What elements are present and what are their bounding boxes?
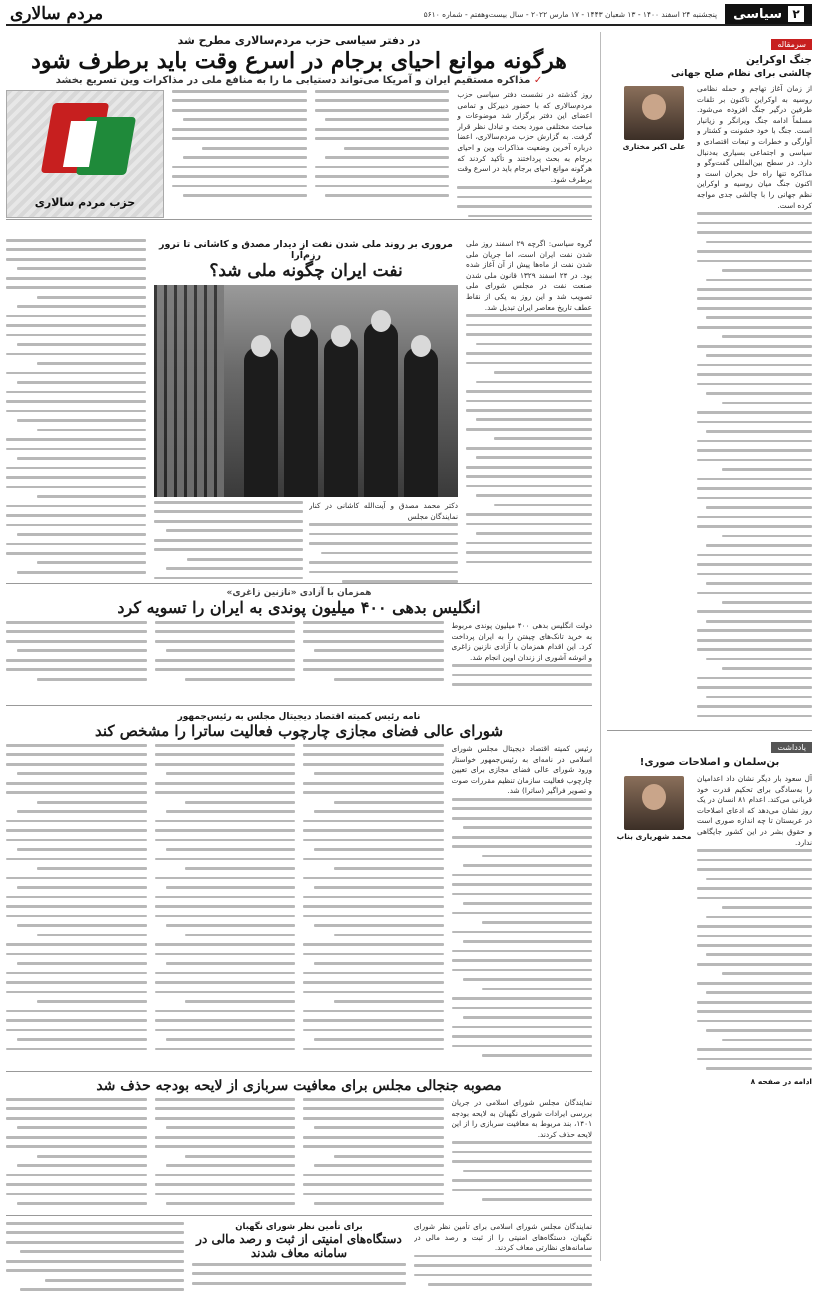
- lead-headline: هرگونه موانع احیای برجام در اسرع وقت باید برطرف شود: [31, 48, 567, 74]
- bottom-headline: دستگاه‌های امنیتی از ثبت و رصد مالی در سامانه معاف شدند: [196, 1232, 402, 1260]
- bottom-col-left: [6, 1222, 184, 1291]
- check-icon: ✓: [530, 75, 543, 86]
- editorial-body: [697, 84, 812, 724]
- logo-label: حزب مردم سالاری: [34, 196, 136, 209]
- bottom-col-right: [414, 1222, 592, 1291]
- editorial-tag: سرمقاله: [771, 39, 812, 50]
- masthead: مردم سالاری: [10, 4, 104, 24]
- debt-story: [6, 588, 592, 706]
- security-story: [6, 1222, 592, 1291]
- lead-col-1: [457, 90, 592, 218]
- nat-body: گروه سیاسی: اگرچه ۲۹ اسفند روز ملی شدن نفت ایران است، اما جریان ملی شدن نفت از ماه‌ها پیش از آن آغاز شده بود. در ۲۴ اسفند ۱۳۲۹ قانون ملی شدن صنعت نفت در مجلس شورای ملی تصویب شد و این روز به یکی از نقاط عطف تاریخ معاصر ایران تبدیل شد.: [466, 239, 592, 312]
- author-box: [611, 86, 697, 151]
- editorial-subtitle: چالشی برای نظام صلح جهانی: [670, 68, 812, 79]
- lead-story: [6, 90, 592, 220]
- budget-story: [6, 1078, 592, 1216]
- party-logo: [6, 90, 164, 218]
- debt-kicker: همزمان با آزادی «نازنین زاغری»: [226, 588, 372, 598]
- author-name: علی اکبر مختاری: [622, 142, 686, 151]
- section-badge: [725, 4, 812, 24]
- editorial-text: از زمان آغاز تهاجم و حمله نظامی روسیه به اوکراین تاکنون بر تلفات طرفین درگیر جنگ افزوده می‌شود. مسلماً ادامه جنگ ویرانگر و زیانبار است. جنگ با خود خشونت و کشتار و آوارگی و خطرات و تبعات اقتصادی و سیاسی و اجتماعی بسیاری به‌دنبال دارد. در سطح بین‌المللی گفت‌وگو و مذاکره تنها راه حل بحران است و اکنون جنگ میان روسیه و اوکراین نظم جهانی را با چالشی جدی مواجه کرده است.: [697, 84, 812, 210]
- budget-col-4: [6, 1098, 147, 1204]
- lead-col-2: [315, 90, 450, 218]
- editorial-title: جنگ اوکراین: [745, 54, 812, 66]
- cyber-body: [6, 744, 592, 1060]
- budget-col-2: [303, 1098, 444, 1204]
- page-number: ۲: [788, 6, 804, 22]
- debt-headline: انگلیس بدهی ۴۰۰ میلیون پوندی به ایران را تسویه کرد: [117, 598, 481, 617]
- cyber-col-3: [155, 744, 296, 1060]
- cyber-col-4: [6, 744, 147, 1060]
- cyberspace-story: [6, 712, 592, 1072]
- debt-col-4: [6, 621, 147, 691]
- nat-left-col: [6, 239, 146, 579]
- debt-body: [6, 621, 592, 691]
- author-photo: [624, 86, 684, 140]
- note-title: بن‌سلمان و اصلاحات صوری!: [639, 757, 780, 768]
- budget-col-3: [155, 1098, 296, 1204]
- cyber-col-1: [452, 744, 593, 1060]
- author-box-2: [611, 776, 697, 841]
- text-lines: [697, 212, 812, 724]
- text-lines: [697, 849, 812, 1074]
- debt-text: دولت انگلیس بدهی ۴۰۰ میلیون پوندی مربوط به خرید تانک‌های چیفتن را به ایران پرداخت کرد. این اقدام همزمان با آزادی نازنین زاغری و انوشه آشوری از زندان اوین انجام شد.: [451, 621, 592, 662]
- lead-body: روز گذشته در نشست دفتر سیاسی حزب مردم‌سالاری که با حضور دبیرکل و تمامی اعضای این دفتر برگزار شد موضوعات و مباحث مختلفی مورد بحث و تبادل نظر قرار گرفت. به گزارش حزب مردم‌سالاری، اعضا درباره آخرین وضعیت مذاکرات وین و احیای برجام به بحث پرداختند و تأکید کردند که هرگونه موانع احیای برجام باید در اسرع وقت برطرف شود.: [457, 90, 592, 184]
- nat-headline: نفت ایران چگونه ملی شد؟: [209, 261, 403, 281]
- budget-headline: مصوبه جنجالی مجلس برای معافیت سربازی از لایحه بودجه حذف شد: [96, 1078, 502, 1094]
- bottom-center: [192, 1222, 406, 1291]
- author-photo-2: [624, 776, 684, 830]
- lead-columns: [172, 90, 592, 218]
- main-column: [6, 32, 592, 1261]
- nat-center: [154, 239, 458, 579]
- cyber-kicker: نامه رئیس کمیته اقتصاد دیجیتال مجلس به رئیس‌جمهور: [177, 712, 421, 722]
- logo-icon: [37, 103, 135, 183]
- bottom-text: نمایندگان مجلس شورای اسلامی برای تأمین نظر شورای نگهبان، دستگاه‌های امنیتی را از ثبت و رصد مالی در سامانه‌های نظارتی معاف کردند.: [413, 1222, 592, 1253]
- sidebar-column: [600, 32, 812, 1261]
- nat-caption: [309, 501, 458, 590]
- budget-body: [6, 1098, 592, 1204]
- nat-caption-row: [154, 501, 458, 590]
- bottom-kicker: برای تأمین نظر شورای نگهبان: [235, 1222, 363, 1232]
- nat-kicker: مروری بر روند ملی شدن نفت از دیدار مصدق و کاشانی تا ترور رزم‌آرا: [159, 239, 453, 261]
- divider: [607, 730, 812, 731]
- nat-right-col: [466, 239, 592, 579]
- dateline: پنجشنبه ۲۴ اسفند ۱۴۰۰ - ۱۳ شعبان ۱۴۴۳ - ۱۷ مارس ۲۰۲۲ - سال بیست‌وهفتم - شماره ۵۶۱۰: [423, 9, 718, 19]
- nat-caption-col-2: [154, 501, 303, 590]
- lead-subhead: [6, 75, 592, 86]
- section-label: سیاسی: [733, 6, 782, 22]
- nat-caption-text: دکتر محمد مصدق و آیت‌الله کاشانی در کنار نمایندگان مجلس: [309, 501, 458, 521]
- continued-note: ادامه در صفحه ۸: [750, 1077, 812, 1086]
- author-name-2: محمد شهریاری بناب: [616, 832, 692, 841]
- nationalization-story: [6, 239, 592, 584]
- cyber-text: رئیس کمیته اقتصاد دیجیتال مجلس شورای اسلامی در نامه‌ای به رئیس‌جمهور خواستار ورود شورای عالی فضای مجازی برای تعیین چارچوب فعالیت سازمان تنظیم مقررات صوت و تصویر فراگیر (ساترا) شد.: [451, 744, 592, 796]
- debt-col-1: [452, 621, 593, 691]
- note-text: آل سعود بار دیگر نشان داد اعدامیان را به‌سادگی برای تحکیم قدرت خود قربانی می‌کند. اعدام ۸۱ انسان در یک روز نشان می‌دهد که ادعای اصلاحات در عربستان تا چه اندازه صوری است و حقوق بشر در این کشور جایگاهی ندارد.: [697, 774, 812, 847]
- debt-col-2: [303, 621, 444, 691]
- debt-col-3: [155, 621, 296, 691]
- budget-text: نمایندگان مجلس شورای اسلامی در جریان بررسی ایرادات شورای نگهبان به لایحه بودجه ۱۴۰۱، بند مربوط به معافیت سربازی را از این لایحه حذف کردند.: [451, 1098, 592, 1139]
- lead-col-3: [172, 90, 307, 218]
- lead-subhead-text: مذاکره مستقیم ایران و آمریکا می‌تواند دستیابی ما را به منافع ملی در مذاکرات وین تسریع بخشد: [55, 75, 531, 86]
- note-body: [697, 774, 812, 1074]
- lead-kicker: در دفتر سیاسی حزب مردم‌سالاری مطرح شد: [177, 34, 421, 47]
- cyber-headline: شورای عالی فضای مجازی چارچوب فعالیت ساترا را مشخص کند: [94, 722, 504, 740]
- budget-col-1: [452, 1098, 593, 1204]
- historical-photo: [154, 285, 458, 497]
- page-header: [6, 4, 812, 26]
- note-tag: یادداشت: [771, 742, 812, 753]
- cyber-col-2: [303, 744, 444, 1060]
